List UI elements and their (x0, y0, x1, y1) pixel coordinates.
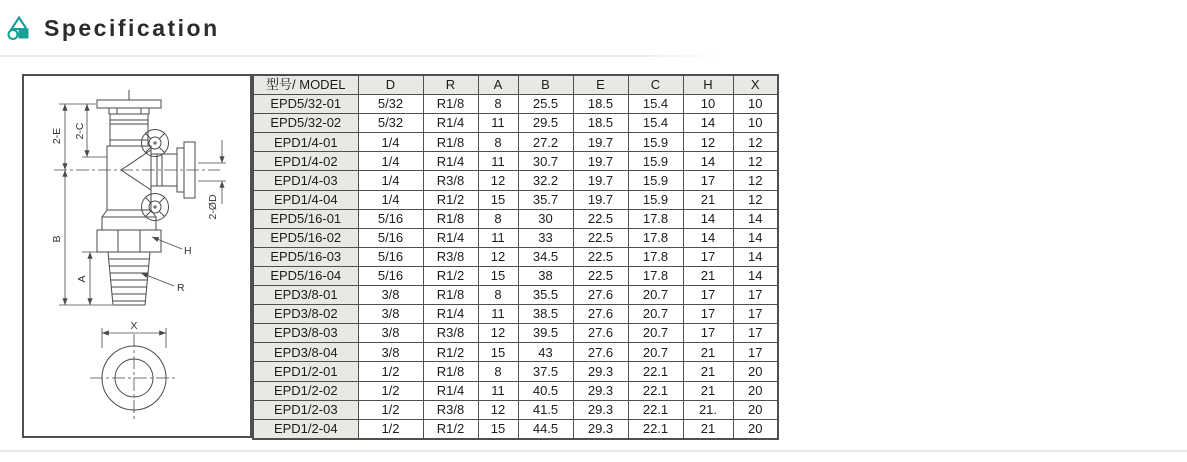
cell-model: EPD3/8-01 (253, 286, 358, 305)
cell-e: 22.5 (573, 228, 628, 247)
cell-c: 22.1 (628, 419, 683, 439)
cell-c: 17.8 (628, 209, 683, 228)
cell-h: 14 (683, 114, 733, 133)
cell-model: EPD3/8-04 (253, 343, 358, 362)
cell-d: 5/16 (358, 247, 423, 266)
cell-b: 33 (518, 228, 573, 247)
cell-r: R1/8 (423, 209, 478, 228)
table-row (253, 171, 778, 190)
cell-b: 38.5 (518, 305, 573, 324)
table-row (253, 209, 778, 228)
cell-c: 20.7 (628, 305, 683, 324)
cell-d: 1/4 (358, 190, 423, 209)
cell-c: 15.4 (628, 95, 683, 114)
cell-a: 11 (478, 228, 518, 247)
cell-d: 1/2 (358, 362, 423, 381)
shapes-logo-icon (5, 14, 33, 42)
cell-model: EPD5/32-01 (253, 95, 358, 114)
cell-x: 14 (733, 247, 778, 266)
cell-e: 29.3 (573, 381, 628, 400)
release-knob-top (142, 130, 169, 157)
dim-label-a: A (76, 275, 88, 283)
cell-b: 43 (518, 343, 573, 362)
cell-a: 15 (478, 419, 518, 439)
cell-h: 12 (683, 133, 733, 152)
cell-d: 3/8 (358, 343, 423, 362)
cell-r: R3/8 (423, 400, 478, 419)
cell-model: EPD5/16-02 (253, 228, 358, 247)
cell-x: 14 (733, 266, 778, 285)
dim-label-2c: 2-C (74, 122, 86, 140)
cell-h: 21 (683, 266, 733, 285)
column-header-h: H (683, 75, 733, 95)
cell-c: 17.8 (628, 266, 683, 285)
cell-h: 21 (683, 190, 733, 209)
column-header-d: D (358, 75, 423, 95)
table-row (253, 133, 778, 152)
cell-x: 14 (733, 209, 778, 228)
cell-b: 38 (518, 266, 573, 285)
cell-r: R1/4 (423, 152, 478, 171)
cell-d: 1/2 (358, 419, 423, 439)
column-header-a: A (478, 75, 518, 95)
cell-c: 20.7 (628, 286, 683, 305)
cell-a: 8 (478, 133, 518, 152)
cell-r: R1/8 (423, 95, 478, 114)
cell-model: EPD1/4-03 (253, 171, 358, 190)
cell-h: 14 (683, 209, 733, 228)
cell-b: 29.5 (518, 114, 573, 133)
cell-e: 27.6 (573, 286, 628, 305)
cell-a: 12 (478, 247, 518, 266)
cell-c: 22.1 (628, 400, 683, 419)
cell-d: 5/16 (358, 266, 423, 285)
cell-a: 12 (478, 324, 518, 343)
cell-e: 27.6 (573, 324, 628, 343)
cell-h: 21. (683, 400, 733, 419)
table-row (253, 266, 778, 285)
cell-a: 12 (478, 171, 518, 190)
cell-a: 15 (478, 266, 518, 285)
cell-d: 1/2 (358, 381, 423, 400)
table-row (253, 152, 778, 171)
table-row (253, 362, 778, 381)
cell-model: EPD1/4-01 (253, 133, 358, 152)
cell-e: 29.3 (573, 362, 628, 381)
cell-d: 5/16 (358, 209, 423, 228)
cell-e: 19.7 (573, 133, 628, 152)
cell-c: 20.7 (628, 343, 683, 362)
dim-label-b: B (51, 235, 63, 243)
cell-d: 1/4 (358, 171, 423, 190)
fitting-outline (97, 90, 195, 305)
cell-b: 30 (518, 209, 573, 228)
cell-a: 8 (478, 209, 518, 228)
cell-e: 18.5 (573, 95, 628, 114)
cell-b: 30.7 (518, 152, 573, 171)
cell-r: R1/8 (423, 133, 478, 152)
cell-r: R3/8 (423, 247, 478, 266)
table-row (253, 343, 778, 362)
cell-b: 41.5 (518, 400, 573, 419)
column-header-x: X (733, 75, 778, 95)
cell-r: R1/4 (423, 228, 478, 247)
cell-c: 17.8 (628, 228, 683, 247)
cell-r: R1/4 (423, 114, 478, 133)
cell-x: 12 (733, 152, 778, 171)
cell-h: 21 (683, 419, 733, 439)
spec-table (252, 74, 779, 440)
cell-b: 37.5 (518, 362, 573, 381)
cell-r: R1/2 (423, 266, 478, 285)
cell-x: 20 (733, 381, 778, 400)
table-row (253, 190, 778, 209)
cell-e: 29.3 (573, 400, 628, 419)
cell-b: 40.5 (518, 381, 573, 400)
cell-c: 15.9 (628, 171, 683, 190)
cell-h: 17 (683, 247, 733, 266)
cell-r: R1/2 (423, 190, 478, 209)
cell-e: 19.7 (573, 171, 628, 190)
technical-drawing-panel (22, 74, 252, 438)
cell-x: 10 (733, 95, 778, 114)
content-area (22, 74, 779, 440)
cell-x: 20 (733, 419, 778, 439)
cell-e: 22.5 (573, 209, 628, 228)
cell-model: EPD5/32-02 (253, 114, 358, 133)
cell-x: 14 (733, 228, 778, 247)
cell-c: 15.9 (628, 190, 683, 209)
cell-d: 1/4 (358, 152, 423, 171)
dim-label-x: X (130, 320, 138, 332)
cell-r: R1/2 (423, 419, 478, 439)
cell-d: 5/32 (358, 95, 423, 114)
cell-e: 22.5 (573, 247, 628, 266)
page-title: Specification (44, 14, 220, 41)
table-row (253, 381, 778, 400)
dim-label-h: H (184, 245, 192, 257)
table-row (253, 228, 778, 247)
cell-b: 27.2 (518, 133, 573, 152)
table-row (253, 95, 778, 114)
cell-x: 20 (733, 400, 778, 419)
dimension-lines (59, 104, 226, 348)
cell-e: 19.7 (573, 190, 628, 209)
cell-x: 17 (733, 286, 778, 305)
cell-c: 15.9 (628, 133, 683, 152)
cell-e: 18.5 (573, 114, 628, 133)
cell-c: 22.1 (628, 362, 683, 381)
dim-label-2od: 2-ØD (207, 194, 219, 220)
cell-model: EPD1/2-04 (253, 419, 358, 439)
cell-r: R1/4 (423, 381, 478, 400)
page-header (0, 0, 1187, 45)
cell-h: 17 (683, 171, 733, 190)
column-header-e: E (573, 75, 628, 95)
technical-drawing (24, 76, 250, 436)
cell-x: 12 (733, 171, 778, 190)
cell-model: EPD5/16-04 (253, 266, 358, 285)
cell-d: 1/2 (358, 400, 423, 419)
column-header-r: R (423, 75, 478, 95)
cell-x: 20 (733, 362, 778, 381)
cell-r: R3/8 (423, 171, 478, 190)
cell-model: EPD1/2-03 (253, 400, 358, 419)
cell-a: 11 (478, 114, 518, 133)
dim-label-r: R (177, 282, 185, 294)
cell-h: 21 (683, 343, 733, 362)
dim-label-2e: 2-E (51, 127, 63, 145)
table-row (253, 400, 778, 419)
cell-model: EPD1/2-02 (253, 381, 358, 400)
cell-x: 12 (733, 133, 778, 152)
cell-e: 27.6 (573, 343, 628, 362)
cell-x: 17 (733, 324, 778, 343)
cell-r: R1/2 (423, 343, 478, 362)
cell-b: 32.2 (518, 171, 573, 190)
cell-d: 5/16 (358, 228, 423, 247)
cell-r: R3/8 (423, 324, 478, 343)
cell-model: EPD5/16-01 (253, 209, 358, 228)
cell-h: 17 (683, 324, 733, 343)
cell-a: 11 (478, 305, 518, 324)
cell-model: EPD3/8-03 (253, 324, 358, 343)
column-header-c: C (628, 75, 683, 95)
cell-h: 21 (683, 381, 733, 400)
cell-a: 8 (478, 362, 518, 381)
table-row (253, 114, 778, 133)
cell-a: 15 (478, 343, 518, 362)
cell-h: 17 (683, 286, 733, 305)
header-divider (0, 55, 718, 57)
cell-model: EPD5/16-03 (253, 247, 358, 266)
cell-h: 17 (683, 305, 733, 324)
table-row (253, 286, 778, 305)
cell-e: 22.5 (573, 266, 628, 285)
cell-b: 44.5 (518, 419, 573, 439)
cell-x: 12 (733, 190, 778, 209)
cell-a: 15 (478, 190, 518, 209)
cell-h: 10 (683, 95, 733, 114)
cell-b: 35.5 (518, 286, 573, 305)
cell-c: 15.9 (628, 152, 683, 171)
cell-model: EPD1/4-04 (253, 190, 358, 209)
table-row (253, 419, 778, 439)
cell-b: 35.7 (518, 190, 573, 209)
cell-a: 8 (478, 286, 518, 305)
center-lines (54, 170, 220, 422)
cell-e: 19.7 (573, 152, 628, 171)
cell-r: R1/8 (423, 362, 478, 381)
cell-h: 14 (683, 228, 733, 247)
cell-model: EPD3/8-02 (253, 305, 358, 324)
cell-x: 17 (733, 343, 778, 362)
cell-c: 20.7 (628, 324, 683, 343)
cell-b: 25.5 (518, 95, 573, 114)
cell-a: 12 (478, 400, 518, 419)
cell-b: 39.5 (518, 324, 573, 343)
column-header-b: B (518, 75, 573, 95)
cell-h: 14 (683, 152, 733, 171)
cell-x: 17 (733, 305, 778, 324)
cell-e: 29.3 (573, 419, 628, 439)
table-row (253, 247, 778, 266)
cell-b: 34.5 (518, 247, 573, 266)
bottom-divider (0, 450, 1187, 452)
cell-d: 1/4 (358, 133, 423, 152)
cell-c: 17.8 (628, 247, 683, 266)
cell-h: 21 (683, 362, 733, 381)
cell-r: R1/4 (423, 305, 478, 324)
table-row (253, 324, 778, 343)
column-header-model: 型号/ MODEL (253, 75, 358, 95)
cell-d: 5/32 (358, 114, 423, 133)
table-row (253, 305, 778, 324)
cell-a: 11 (478, 381, 518, 400)
cell-x: 10 (733, 114, 778, 133)
cell-model: EPD1/2-01 (253, 362, 358, 381)
cell-r: R1/8 (423, 286, 478, 305)
cell-a: 11 (478, 152, 518, 171)
table-head-row (253, 75, 778, 95)
cell-a: 8 (478, 95, 518, 114)
cell-c: 22.1 (628, 381, 683, 400)
cell-e: 27.6 (573, 305, 628, 324)
cell-d: 3/8 (358, 286, 423, 305)
cell-d: 3/8 (358, 305, 423, 324)
cell-d: 3/8 (358, 324, 423, 343)
cell-c: 15.4 (628, 114, 683, 133)
cell-model: EPD1/4-02 (253, 152, 358, 171)
